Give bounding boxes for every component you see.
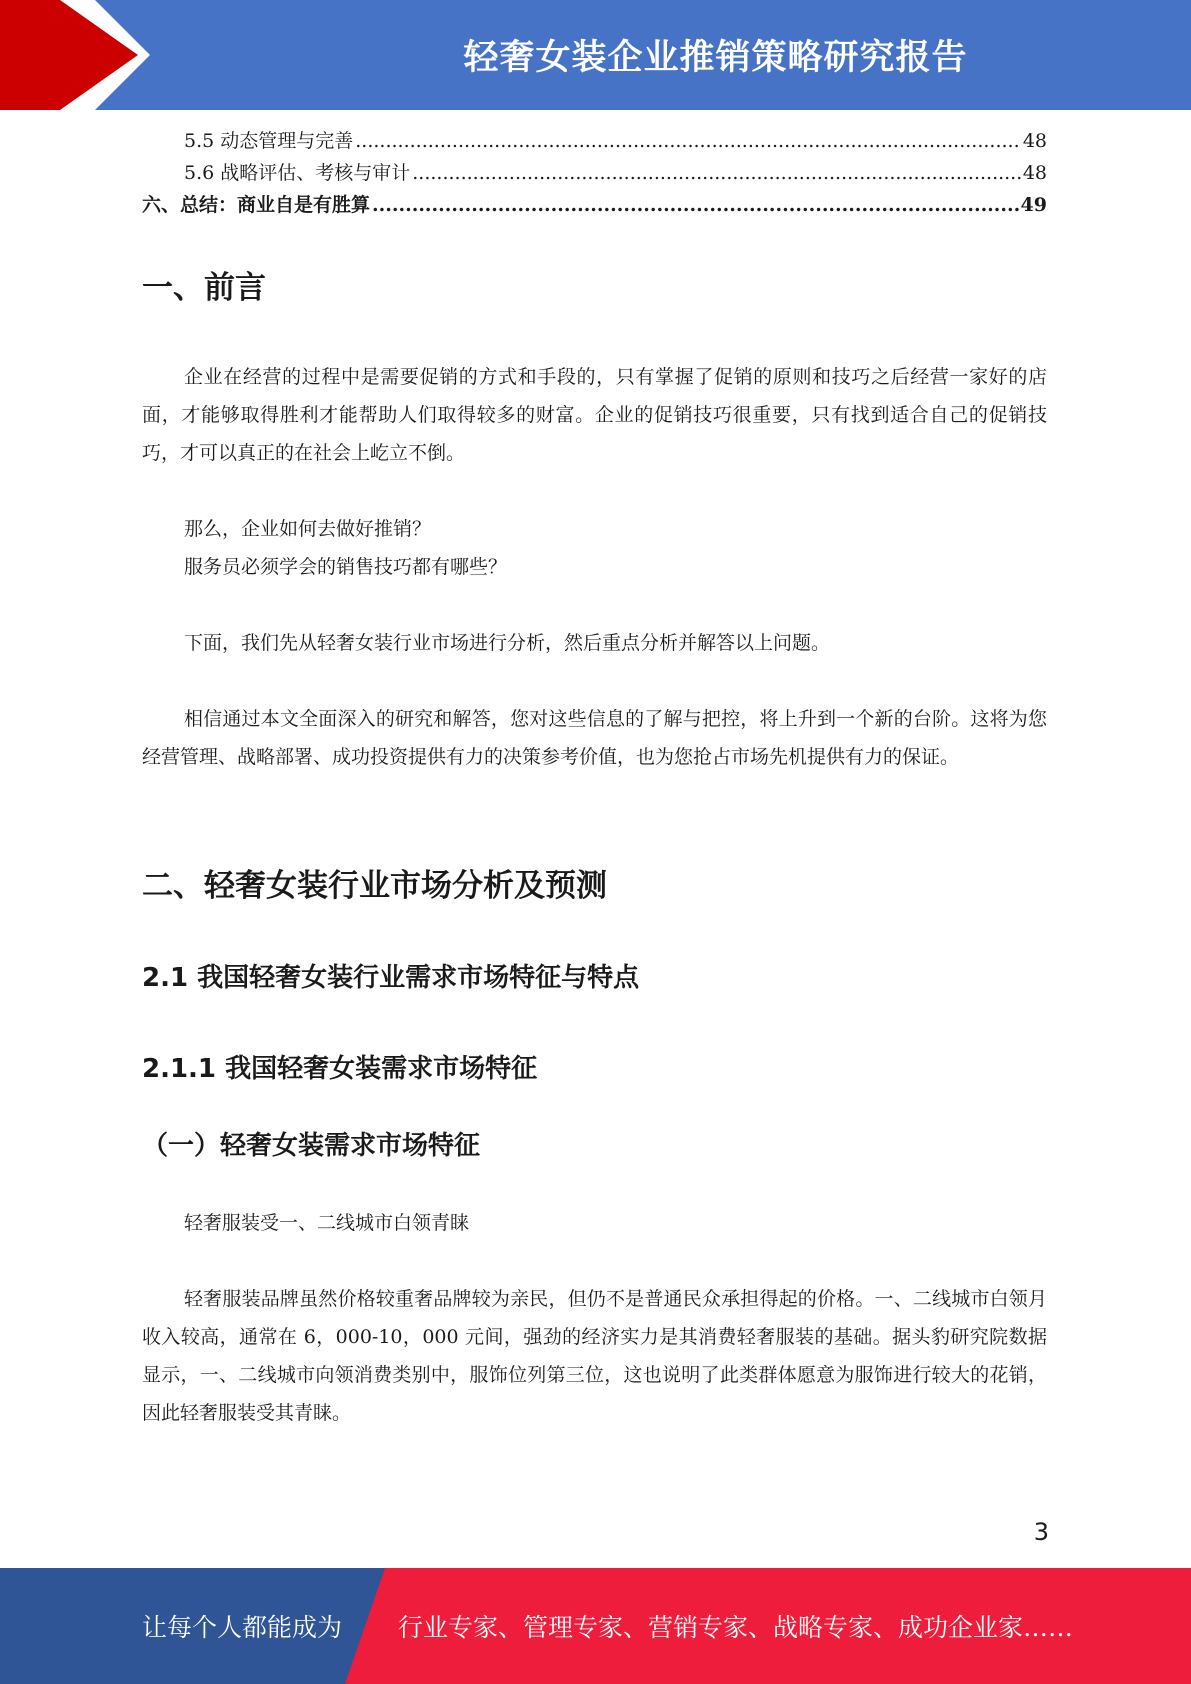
paragraph: 轻奢服装受一、二线城市白领青睐 [184, 1212, 470, 1234]
paragraph: 企业在经营的过程中是需要促销的方式和手段的，只有掌握了促销的原则和技巧之后经营一家好的店面，才能够取得胜利才能帮助人们取得较多的财富。企业的促销技巧很重要，只有找到适合自己的促销技巧，才可以真正的在社会上屹立不倒。 [142, 366, 1047, 464]
toc-entry-page: 48 [1022, 162, 1047, 184]
section-heading-market: 二、轻奢女装行业市场分析及预测 [142, 868, 607, 904]
subsection-heading-2-1: 2.1 我国轻奢女装行业需求市场特征与特点 [142, 963, 640, 993]
page-footer [0, 1568, 1191, 1684]
subsection-heading-2-1-1: 2.1.1 我国轻奢女装需求市场特征 [142, 1054, 538, 1084]
section-heading-preface: 一、前言 [142, 270, 266, 306]
toc-entry-label: 5.5 动态管理与完善 [184, 130, 354, 152]
paragraph: 相信通过本文全面深入的研究和解答，您对这些信息的了解与把控，将上升到一个新的台阶。这将为您经营管理、战略部署、成功投资提供有力的决策参考价值，也为您抢占市场先机提供有力的保证。 [142, 708, 1047, 768]
page-number: 3 [1033, 1518, 1049, 1546]
toc-entry-page: 48 [1022, 130, 1047, 152]
paragraph: 轻奢服装品牌虽然价格较重奢品牌较为亲民，但仍不是普通民众承担得起的价格。一、二线城市白领月收入较高，通常在 6，000-10，000 元间，强劲的经济实力是其消费轻奢服装的基础。据头豹研究院数据显示，一、二线城市向领消费类别中，服饰位列第三位，这也说明了此类群体愿意为服饰进行较大的花销，因此轻奢服装受其青睐。 [142, 1288, 1047, 1424]
question-line: 那么，企业如何去做好推销？ [184, 518, 432, 540]
footer-slogan-right: 行业专家、管理专家、营销专家、战略专家、成功企业家…… [398, 1613, 1074, 1642]
toc-entry-page: 49 [1020, 194, 1047, 216]
paragraph: 下面，我们先从轻奢女装行业市场进行分析，然后重点分析并解答以上问题。 [184, 632, 831, 654]
footer-slogan-left: 让每个人都能成为 [142, 1613, 343, 1642]
toc-entry-label: 5.6 战略评估、考核与审计 [184, 162, 411, 184]
question-line: 服务员必须学会的销售技巧都有哪些？ [184, 556, 508, 578]
body-text [142, 0, 1047, 1684]
report-title: 轻奢女装企业推销策略研究报告 [463, 38, 968, 78]
toc-entry-label: 六、总结：商业自是有胜算 [142, 194, 371, 216]
subsection-heading-one: （一）轻奢女装需求市场特征 [142, 1131, 481, 1161]
